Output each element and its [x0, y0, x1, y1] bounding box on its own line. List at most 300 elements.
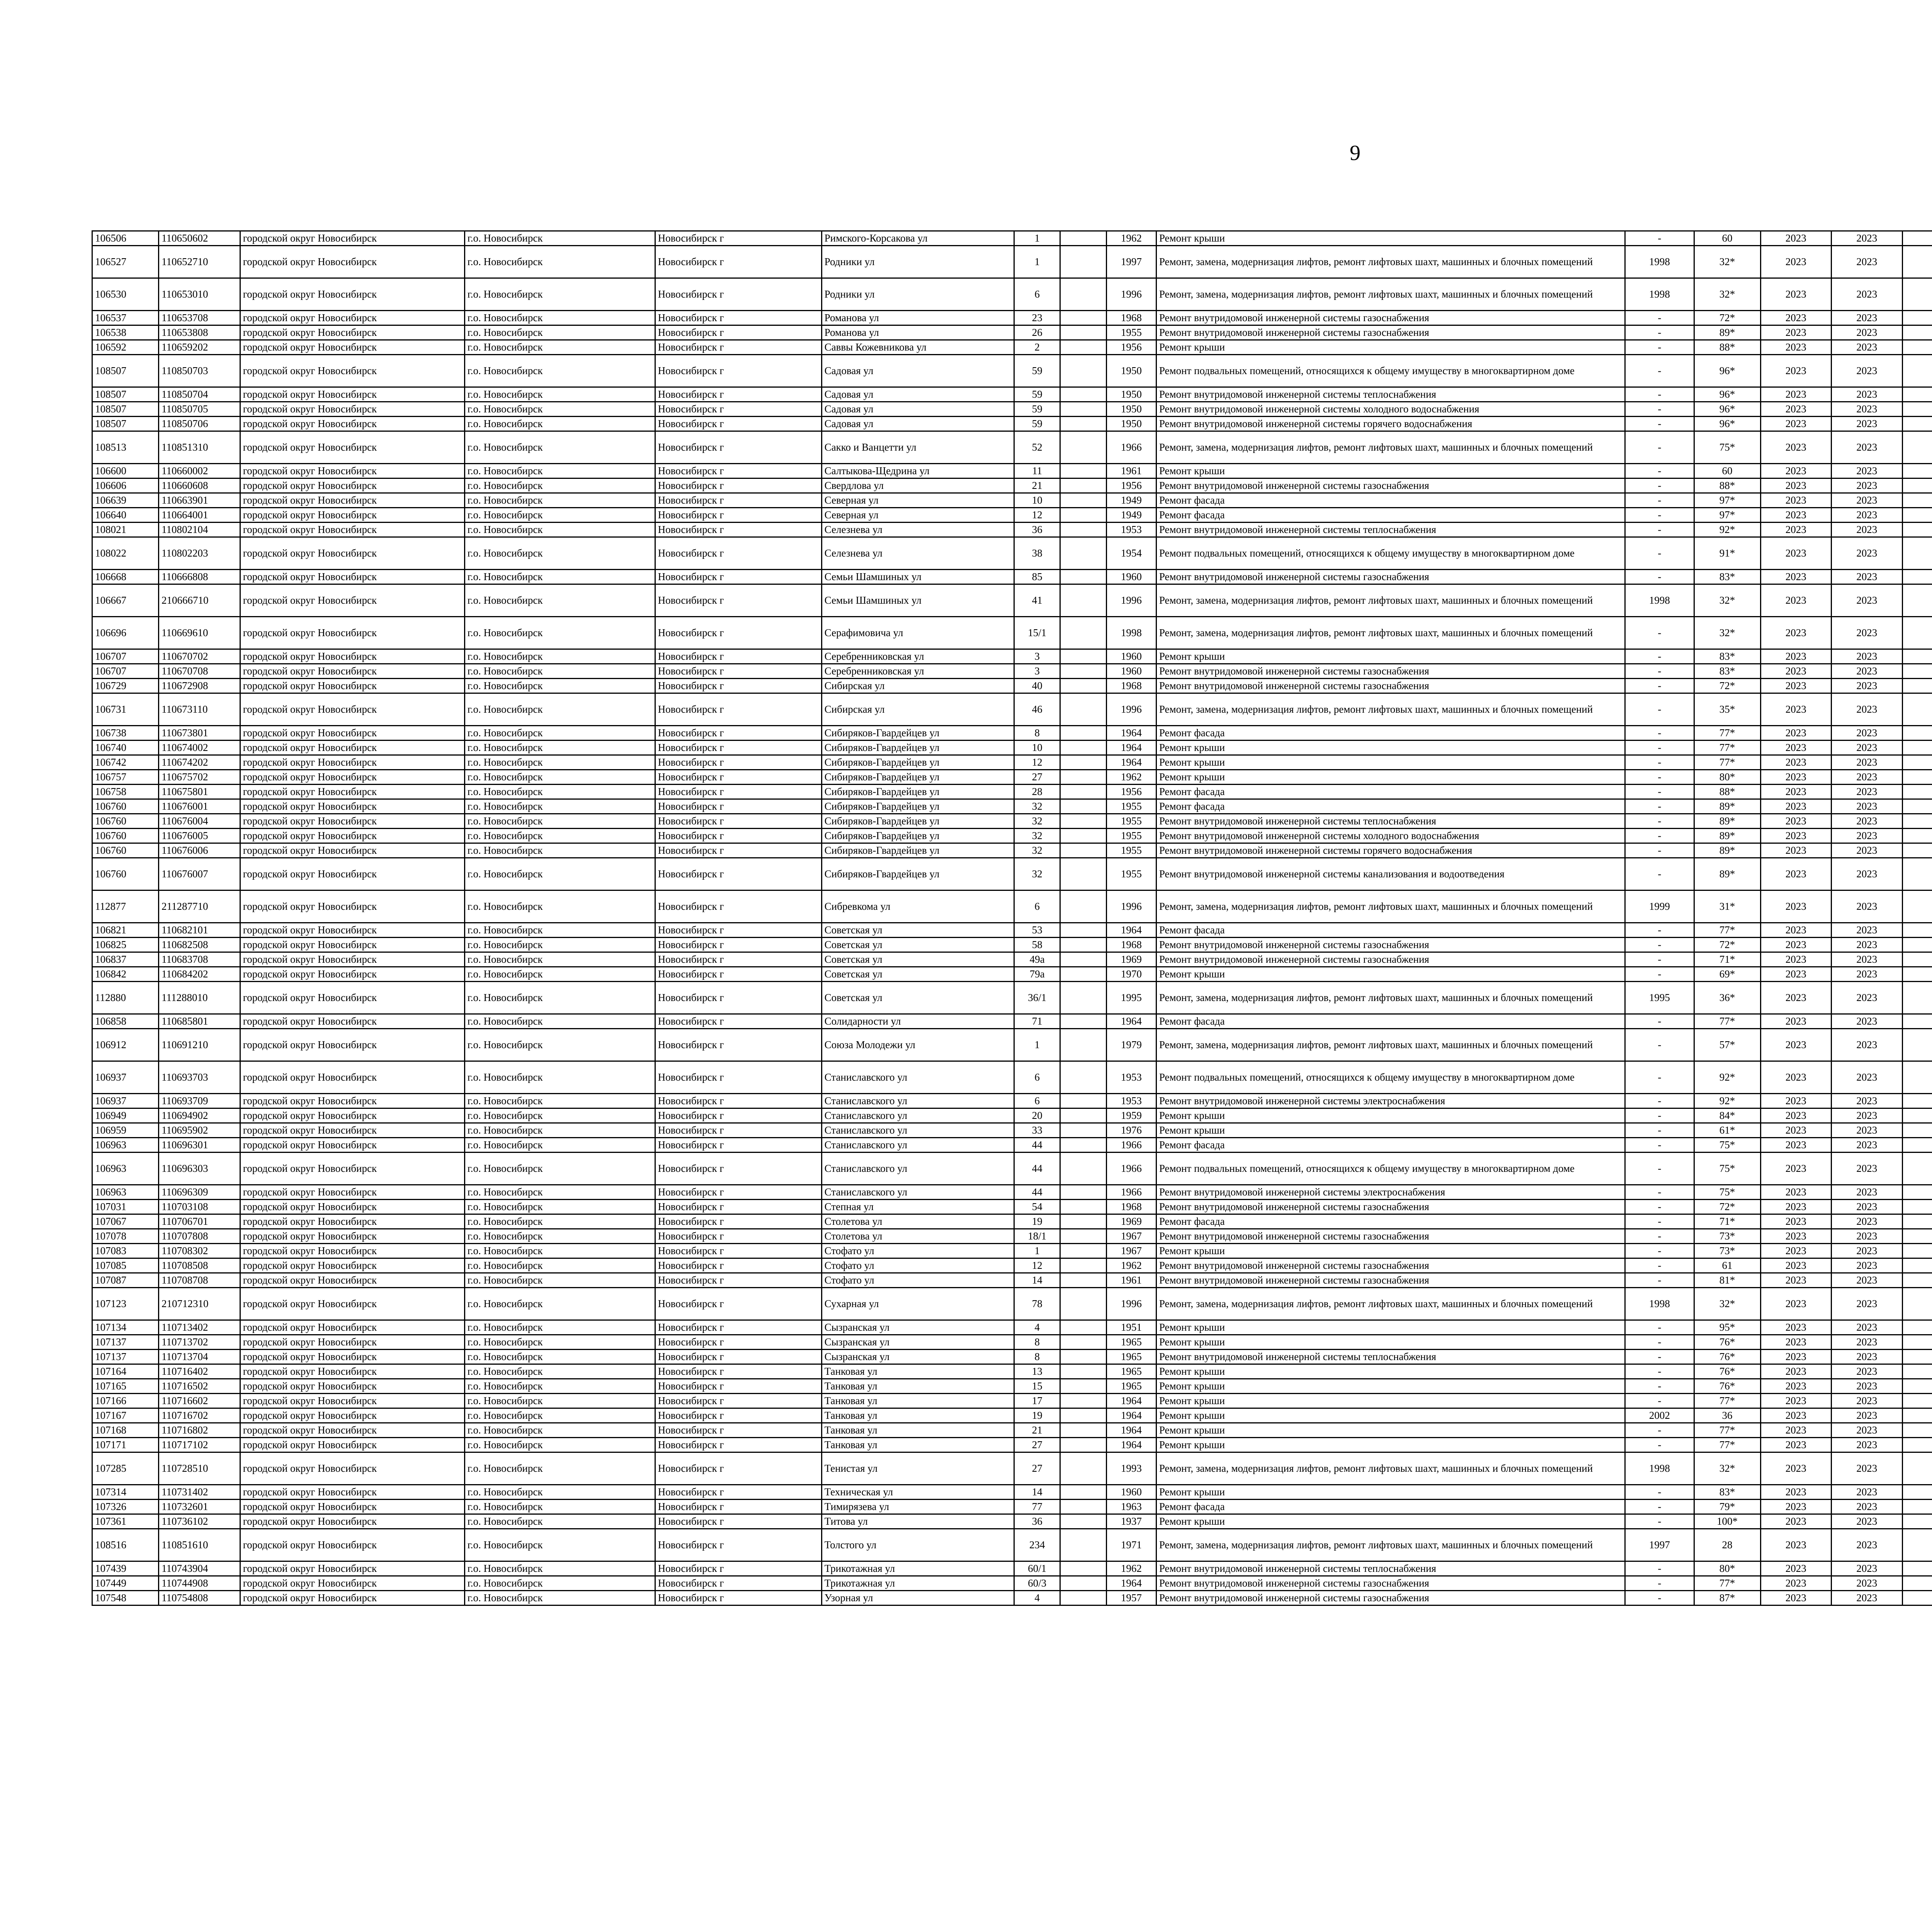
cell-total-cost — [1902, 493, 1932, 508]
cell-plan-end-year: 2023 — [1832, 693, 1903, 726]
cell-locality: Новосибирск г — [655, 1029, 821, 1061]
cell-house-number: 1 — [1014, 1029, 1060, 1061]
cell-last-repair-year: - — [1625, 325, 1694, 340]
cell-last-repair-year: - — [1625, 1576, 1694, 1591]
cell-municipal-district: городской округ Новосибирск — [240, 1514, 464, 1529]
cell-work-id: 110696301 — [158, 1138, 240, 1153]
cell-house-id: 106760 — [92, 829, 159, 843]
cell-street: Сибиряков-Гвардейцев ул — [821, 799, 1014, 814]
cell-plan-end-year: 2023 — [1832, 890, 1903, 923]
cell-municipal-district: городской округ Новосибирск — [240, 923, 464, 938]
cell-total-cost — [1902, 523, 1932, 537]
cell-settlement: г.о. Новосибирск — [464, 231, 655, 246]
cell-building — [1060, 1185, 1107, 1200]
cell-settlement: г.о. Новосибирск — [464, 311, 655, 325]
cell-work-type: Ремонт подвальных помещений, относящихся к общему имуществу в многоквартирном доме — [1156, 1061, 1625, 1094]
cell-build-year: 1962 — [1106, 1561, 1156, 1576]
cell-street: Сибирская ул — [821, 679, 1014, 693]
cell-work-type: Ремонт внутридомовой инженерной системы теплоснабжения — [1156, 1350, 1625, 1364]
cell-plan-end-year: 2023 — [1832, 829, 1903, 843]
cell-plan-start-year: 2023 — [1760, 1485, 1832, 1500]
cell-street: Родники ул — [821, 246, 1014, 278]
cell-plan-end-year: 2023 — [1832, 1138, 1903, 1153]
cell-wear-percent: 71* — [1694, 952, 1760, 967]
cell-wear-percent: 72* — [1694, 679, 1760, 693]
cell-plan-end-year: 2023 — [1832, 967, 1903, 982]
cell-building — [1060, 1094, 1107, 1108]
cell-street: Родники ул — [821, 278, 1014, 311]
cell-street: Титова ул — [821, 1514, 1014, 1529]
cell-build-year: 1968 — [1106, 1200, 1156, 1214]
cell-build-year: 1960 — [1106, 664, 1156, 679]
cell-building — [1060, 523, 1107, 537]
cell-total-cost — [1902, 1244, 1932, 1258]
cell-municipal-district: городской округ Новосибирск — [240, 1258, 464, 1273]
cell-building — [1060, 311, 1107, 325]
cell-total-cost — [1902, 693, 1932, 726]
cell-locality: Новосибирск г — [655, 890, 821, 923]
cell-building — [1060, 1591, 1107, 1605]
cell-locality: Новосибирск г — [655, 508, 821, 523]
cell-settlement: г.о. Новосибирск — [464, 982, 655, 1014]
cell-last-repair-year: - — [1625, 1500, 1694, 1514]
cell-wear-percent: 77* — [1694, 1438, 1760, 1452]
cell-work-id: 110672908 — [158, 679, 240, 693]
table-row — [92, 523, 1932, 537]
cell-build-year: 1965 — [1106, 1379, 1156, 1394]
cell-total-cost — [1902, 1123, 1932, 1138]
cell-plan-start-year: 2023 — [1760, 1244, 1832, 1258]
table-row — [92, 755, 1932, 770]
cell-wear-percent: 77* — [1694, 1423, 1760, 1438]
cell-plan-start-year: 2023 — [1760, 755, 1832, 770]
cell-house-number: 1 — [1014, 1244, 1060, 1258]
cell-building — [1060, 679, 1107, 693]
cell-last-repair-year: - — [1625, 417, 1694, 431]
cell-locality: Новосибирск г — [655, 649, 821, 664]
cell-work-type: Ремонт внутридомовой инженерной системы теплоснабжения — [1156, 1561, 1625, 1576]
cell-build-year: 1969 — [1106, 952, 1156, 967]
cell-municipal-district: городской округ Новосибирск — [240, 1591, 464, 1605]
cell-settlement: г.о. Новосибирск — [464, 755, 655, 770]
cell-work-id: 110675702 — [158, 770, 240, 785]
cell-plan-start-year: 2023 — [1760, 1273, 1832, 1288]
capital-repair-registry-table — [92, 230, 1932, 1606]
cell-work-type: Ремонт внутридомовой инженерной системы холодного водоснабжения — [1156, 829, 1625, 843]
cell-locality: Новосибирск г — [655, 726, 821, 741]
cell-house-id: 107449 — [92, 1576, 159, 1591]
cell-locality: Новосибирск г — [655, 967, 821, 982]
cell-plan-end-year: 2023 — [1832, 1244, 1903, 1258]
cell-plan-start-year: 2023 — [1760, 799, 1832, 814]
cell-wear-percent: 77* — [1694, 741, 1760, 755]
cell-settlement: г.о. Новосибирск — [464, 858, 655, 890]
cell-plan-end-year: 2023 — [1832, 814, 1903, 829]
cell-wear-percent: 77* — [1694, 1014, 1760, 1029]
cell-build-year: 1966 — [1106, 431, 1156, 464]
cell-plan-start-year: 2023 — [1760, 814, 1832, 829]
cell-plan-end-year: 2023 — [1832, 799, 1903, 814]
cell-work-id: 110713402 — [158, 1320, 240, 1335]
cell-locality: Новосибирск г — [655, 664, 821, 679]
cell-total-cost — [1902, 464, 1932, 478]
cell-house-number: 13 — [1014, 1364, 1060, 1379]
cell-house-number: 32 — [1014, 843, 1060, 858]
cell-work-id: 110676007 — [158, 858, 240, 890]
cell-street: Сибревкома ул — [821, 890, 1014, 923]
cell-wear-percent: 88* — [1694, 340, 1760, 355]
cell-street: Столетова ул — [821, 1229, 1014, 1244]
cell-last-repair-year: 1998 — [1625, 278, 1694, 311]
cell-municipal-district: городской округ Новосибирск — [240, 537, 464, 570]
cell-settlement: г.о. Новосибирск — [464, 1108, 655, 1123]
cell-work-id: 110706701 — [158, 1214, 240, 1229]
cell-wear-percent: 76* — [1694, 1335, 1760, 1350]
cell-settlement: г.о. Новосибирск — [464, 967, 655, 982]
cell-total-cost — [1902, 1153, 1932, 1185]
cell-wear-percent: 97* — [1694, 493, 1760, 508]
cell-build-year: 1979 — [1106, 1029, 1156, 1061]
cell-plan-start-year: 2023 — [1760, 246, 1832, 278]
cell-settlement: г.о. Новосибирск — [464, 1350, 655, 1364]
cell-street: Сибиряков-Гвардейцев ул — [821, 726, 1014, 741]
cell-build-year: 1950 — [1106, 417, 1156, 431]
table-row — [92, 843, 1932, 858]
table-row — [92, 278, 1932, 311]
cell-plan-start-year: 2023 — [1760, 417, 1832, 431]
table-row — [92, 1423, 1932, 1438]
cell-street: Стофато ул — [821, 1244, 1014, 1258]
cell-house-id: 106731 — [92, 693, 159, 726]
cell-wear-percent: 83* — [1694, 570, 1760, 584]
cell-settlement: г.о. Новосибирск — [464, 1138, 655, 1153]
cell-house-id: 108516 — [92, 1529, 159, 1561]
cell-house-id: 106592 — [92, 340, 159, 355]
cell-work-id: 110696303 — [158, 1153, 240, 1185]
cell-locality: Новосибирск г — [655, 417, 821, 431]
cell-build-year: 1961 — [1106, 1273, 1156, 1288]
cell-work-id: 110703108 — [158, 1200, 240, 1214]
cell-plan-start-year: 2023 — [1760, 464, 1832, 478]
cell-total-cost — [1902, 1364, 1932, 1379]
table-row — [92, 799, 1932, 814]
table-row — [92, 1200, 1932, 1214]
cell-building — [1060, 278, 1107, 311]
cell-work-id: 110682101 — [158, 923, 240, 938]
cell-plan-end-year: 2023 — [1832, 1408, 1903, 1423]
cell-house-id: 106600 — [92, 464, 159, 478]
cell-last-repair-year: 1998 — [1625, 246, 1694, 278]
cell-wear-percent: 84* — [1694, 1108, 1760, 1123]
table-row — [92, 1094, 1932, 1108]
cell-building — [1060, 402, 1107, 417]
cell-house-id: 107361 — [92, 1514, 159, 1529]
cell-locality: Новосибирск г — [655, 478, 821, 493]
cell-house-id: 107085 — [92, 1258, 159, 1273]
cell-building — [1060, 1320, 1107, 1335]
cell-total-cost — [1902, 311, 1932, 325]
cell-last-repair-year: - — [1625, 311, 1694, 325]
cell-municipal-district: городской округ Новосибирск — [240, 1576, 464, 1591]
cell-house-number: 53 — [1014, 923, 1060, 938]
cell-total-cost — [1902, 278, 1932, 311]
cell-build-year: 1966 — [1106, 1185, 1156, 1200]
cell-locality: Новосибирск г — [655, 693, 821, 726]
cell-building — [1060, 741, 1107, 755]
cell-locality: Новосибирск г — [655, 1229, 821, 1244]
cell-total-cost — [1902, 508, 1932, 523]
cell-street: Садовая ул — [821, 387, 1014, 402]
cell-building — [1060, 1288, 1107, 1320]
cell-build-year: 1996 — [1106, 278, 1156, 311]
cell-work-id: 110669610 — [158, 617, 240, 649]
cell-last-repair-year: - — [1625, 617, 1694, 649]
cell-settlement: г.о. Новосибирск — [464, 1438, 655, 1452]
cell-work-id: 110802104 — [158, 523, 240, 537]
cell-plan-end-year: 2023 — [1832, 952, 1903, 967]
cell-total-cost — [1902, 770, 1932, 785]
cell-house-number: 59 — [1014, 387, 1060, 402]
cell-locality: Новосибирск г — [655, 1379, 821, 1394]
cell-house-number: 36/1 — [1014, 982, 1060, 1014]
cell-street: Станиславского ул — [821, 1153, 1014, 1185]
table-row — [92, 1258, 1932, 1273]
cell-locality: Новосибирск г — [655, 1452, 821, 1485]
cell-building — [1060, 1423, 1107, 1438]
cell-plan-start-year: 2023 — [1760, 1364, 1832, 1379]
cell-municipal-district: городской округ Новосибирск — [240, 693, 464, 726]
cell-last-repair-year: - — [1625, 967, 1694, 982]
cell-municipal-district: городской округ Новосибирск — [240, 508, 464, 523]
cell-total-cost — [1902, 1108, 1932, 1123]
cell-house-id: 108507 — [92, 355, 159, 387]
cell-street: Тимирязева ул — [821, 1500, 1014, 1514]
cell-house-number: 3 — [1014, 649, 1060, 664]
cell-wear-percent: 60 — [1694, 464, 1760, 478]
cell-building — [1060, 508, 1107, 523]
cell-house-id: 107067 — [92, 1214, 159, 1229]
cell-build-year: 1956 — [1106, 785, 1156, 799]
cell-house-number: 41 — [1014, 584, 1060, 617]
cell-building — [1060, 1108, 1107, 1123]
cell-last-repair-year: - — [1625, 387, 1694, 402]
cell-work-id: 111288010 — [158, 982, 240, 1014]
table-row — [92, 726, 1932, 741]
cell-plan-end-year: 2023 — [1832, 523, 1903, 537]
cell-wear-percent: 31* — [1694, 890, 1760, 923]
cell-locality: Новосибирск г — [655, 246, 821, 278]
cell-work-type: Ремонт крыши — [1156, 741, 1625, 755]
cell-last-repair-year: - — [1625, 1364, 1694, 1379]
cell-plan-start-year: 2023 — [1760, 355, 1832, 387]
cell-building — [1060, 431, 1107, 464]
cell-locality: Новосибирск г — [655, 799, 821, 814]
cell-house-id: 108507 — [92, 387, 159, 402]
cell-plan-end-year: 2023 — [1832, 1258, 1903, 1273]
cell-municipal-district: городской округ Новосибирск — [240, 858, 464, 890]
cell-plan-end-year: 2023 — [1832, 617, 1903, 649]
cell-house-id: 107285 — [92, 1452, 159, 1485]
cell-build-year: 1996 — [1106, 1288, 1156, 1320]
cell-wear-percent: 76* — [1694, 1364, 1760, 1379]
cell-settlement: г.о. Новосибирск — [464, 923, 655, 938]
cell-house-number: 15 — [1014, 1379, 1060, 1394]
cell-work-type: Ремонт, замена, модернизация лифтов, ремонт лифтовых шахт, машинных и блочных помещений — [1156, 431, 1625, 464]
cell-build-year: 1971 — [1106, 1529, 1156, 1561]
cell-street: Узорная ул — [821, 1591, 1014, 1605]
table-row — [92, 679, 1932, 693]
cell-building — [1060, 464, 1107, 478]
cell-total-cost — [1902, 1138, 1932, 1153]
cell-plan-start-year: 2023 — [1760, 493, 1832, 508]
registry-body — [92, 231, 1932, 1605]
cell-work-type: Ремонт фасада — [1156, 493, 1625, 508]
cell-total-cost — [1902, 1408, 1932, 1423]
cell-street: Танковая ул — [821, 1423, 1014, 1438]
cell-work-id: 110652710 — [158, 246, 240, 278]
cell-street: Степная ул — [821, 1200, 1014, 1214]
cell-plan-end-year: 2023 — [1832, 584, 1903, 617]
cell-house-number: 12 — [1014, 508, 1060, 523]
cell-plan-start-year: 2023 — [1760, 478, 1832, 493]
cell-settlement: г.о. Новосибирск — [464, 1514, 655, 1529]
cell-work-id: 110743904 — [158, 1561, 240, 1576]
cell-wear-percent: 77* — [1694, 755, 1760, 770]
cell-total-cost — [1902, 1029, 1932, 1061]
cell-plan-end-year: 2023 — [1832, 1423, 1903, 1438]
cell-work-id: 110694902 — [158, 1108, 240, 1123]
table-row — [92, 1153, 1932, 1185]
table-row — [92, 1320, 1932, 1335]
cell-settlement: г.о. Новосибирск — [464, 770, 655, 785]
cell-total-cost — [1902, 843, 1932, 858]
cell-municipal-district: городской округ Новосибирск — [240, 982, 464, 1014]
cell-plan-start-year: 2023 — [1760, 1514, 1832, 1529]
cell-plan-end-year: 2023 — [1832, 938, 1903, 952]
cell-wear-percent: 73* — [1694, 1244, 1760, 1258]
cell-settlement: г.о. Новосибирск — [464, 570, 655, 584]
cell-municipal-district: городской округ Новосибирск — [240, 890, 464, 923]
cell-locality: Новосибирск г — [655, 231, 821, 246]
cell-settlement: г.о. Новосибирск — [464, 1244, 655, 1258]
cell-house-number: 19 — [1014, 1214, 1060, 1229]
cell-house-id: 107164 — [92, 1364, 159, 1379]
cell-plan-start-year: 2023 — [1760, 664, 1832, 679]
table-row — [92, 1123, 1932, 1138]
table-row — [92, 1273, 1932, 1288]
cell-settlement: г.о. Новосибирск — [464, 246, 655, 278]
table-row — [92, 231, 1932, 246]
cell-total-cost — [1902, 890, 1932, 923]
table-row — [92, 1335, 1932, 1350]
cell-house-number: 18/1 — [1014, 1229, 1060, 1244]
cell-plan-end-year: 2023 — [1832, 1485, 1903, 1500]
cell-street: Сакко и Ванцетти ул — [821, 431, 1014, 464]
cell-building — [1060, 1394, 1107, 1408]
cell-locality: Новосибирск г — [655, 1185, 821, 1200]
cell-locality: Новосибирск г — [655, 1423, 821, 1438]
cell-wear-percent: 89* — [1694, 858, 1760, 890]
cell-work-type: Ремонт подвальных помещений, относящихся к общему имуществу в многоквартирном доме — [1156, 355, 1625, 387]
cell-build-year: 1956 — [1106, 478, 1156, 493]
cell-wear-percent: 76* — [1694, 1350, 1760, 1364]
cell-municipal-district: городской округ Новосибирск — [240, 617, 464, 649]
cell-work-type: Ремонт крыши — [1156, 1364, 1625, 1379]
cell-settlement: г.о. Новосибирск — [464, 1273, 655, 1288]
cell-last-repair-year: 1997 — [1625, 1529, 1694, 1561]
cell-plan-end-year: 2023 — [1832, 478, 1903, 493]
cell-locality: Новосибирск г — [655, 431, 821, 464]
cell-house-number: 79а — [1014, 967, 1060, 982]
cell-wear-percent: 83* — [1694, 664, 1760, 679]
cell-street: Танковая ул — [821, 1438, 1014, 1452]
cell-plan-end-year: 2023 — [1832, 1288, 1903, 1320]
cell-house-id: 107166 — [92, 1394, 159, 1408]
cell-street: Сибиряков-Гвардейцев ул — [821, 785, 1014, 799]
cell-house-number: 44 — [1014, 1153, 1060, 1185]
table-row — [92, 1214, 1932, 1229]
cell-street: Станиславского ул — [821, 1185, 1014, 1200]
cell-house-number: 32 — [1014, 858, 1060, 890]
cell-municipal-district: городской округ Новосибирск — [240, 1014, 464, 1029]
cell-total-cost — [1902, 1394, 1932, 1408]
cell-house-id: 106959 — [92, 1123, 159, 1138]
cell-build-year: 1964 — [1106, 923, 1156, 938]
cell-locality: Новосибирск г — [655, 982, 821, 1014]
cell-street: Серебренниковская ул — [821, 649, 1014, 664]
cell-settlement: г.о. Новосибирск — [464, 1320, 655, 1335]
cell-house-number: 71 — [1014, 1014, 1060, 1029]
cell-last-repair-year: - — [1625, 1029, 1694, 1061]
cell-plan-end-year: 2023 — [1832, 508, 1903, 523]
cell-wear-percent: 36* — [1694, 982, 1760, 1014]
cell-last-repair-year: - — [1625, 570, 1694, 584]
cell-municipal-district: городской округ Новосибирск — [240, 1273, 464, 1288]
table-row — [92, 584, 1932, 617]
cell-house-number: 46 — [1014, 693, 1060, 726]
cell-build-year: 1962 — [1106, 1258, 1156, 1273]
cell-street: Семьи Шамшиных ул — [821, 570, 1014, 584]
cell-total-cost — [1902, 1273, 1932, 1288]
cell-work-type: Ремонт, замена, модернизация лифтов, ремонт лифтовых шахт, машинных и блочных помещений — [1156, 890, 1625, 923]
cell-work-type: Ремонт крыши — [1156, 340, 1625, 355]
cell-building — [1060, 231, 1107, 246]
cell-settlement: г.о. Новосибирск — [464, 1379, 655, 1394]
cell-plan-start-year: 2023 — [1760, 570, 1832, 584]
cell-settlement: г.о. Новосибирск — [464, 741, 655, 755]
cell-build-year: 1955 — [1106, 325, 1156, 340]
table-row — [92, 311, 1932, 325]
cell-building — [1060, 1452, 1107, 1485]
cell-work-type: Ремонт подвальных помещений, относящихся к общему имуществу в многоквартирном доме — [1156, 1153, 1625, 1185]
cell-house-number: 36 — [1014, 1514, 1060, 1529]
cell-last-repair-year: - — [1625, 799, 1694, 814]
cell-wear-percent: 32* — [1694, 584, 1760, 617]
cell-settlement: г.о. Новосибирск — [464, 508, 655, 523]
cell-wear-percent: 89* — [1694, 829, 1760, 843]
cell-wear-percent: 75* — [1694, 1153, 1760, 1185]
cell-wear-percent: 76* — [1694, 1379, 1760, 1394]
cell-house-number: 4 — [1014, 1591, 1060, 1605]
cell-settlement: г.о. Новосибирск — [464, 799, 655, 814]
cell-house-id: 107137 — [92, 1335, 159, 1350]
cell-plan-end-year: 2023 — [1832, 1123, 1903, 1138]
cell-settlement: г.о. Новосибирск — [464, 278, 655, 311]
cell-last-repair-year: - — [1625, 231, 1694, 246]
cell-locality: Новосибирск г — [655, 1394, 821, 1408]
cell-plan-start-year: 2023 — [1760, 1014, 1832, 1029]
cell-street: Свердлова ул — [821, 478, 1014, 493]
